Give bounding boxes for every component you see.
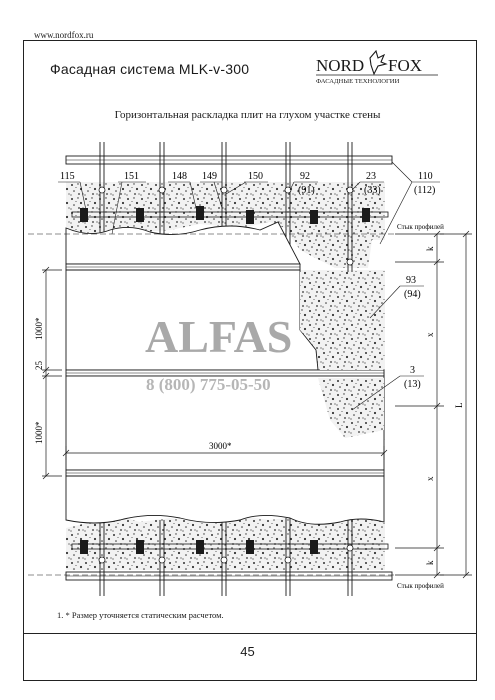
label-L: L (454, 402, 464, 408)
callout-151: 151 (124, 171, 139, 182)
callout-23b: (33) (364, 185, 381, 196)
callout-23: 23 (366, 171, 376, 182)
callout-92b: (91) (298, 185, 315, 196)
logo-tagline: ФАСАДНЫЕ ТЕХНОЛОГИИ (316, 78, 400, 85)
label-x-lower: x (425, 476, 435, 481)
footer-divider (23, 633, 477, 634)
callout-93: 93 (406, 275, 416, 286)
callout-150: 150 (248, 171, 263, 182)
label-joint-top: Стык профилей (397, 223, 444, 231)
label-1000-lower: 1000* (34, 421, 44, 444)
footnote: 1. * Размер уточняется статическим расчетом. (57, 610, 224, 620)
panel-4 (66, 476, 384, 524)
drawing-subtitle: Горизонтальная раскладка плит на глухом участке стены (114, 109, 381, 121)
label-k-bottom: k (425, 560, 435, 565)
document-title: Фасадная система MLK-v-300 (50, 61, 250, 77)
logo-word-fox: FOX (388, 56, 423, 75)
callout-115: 115 (60, 171, 75, 182)
bottom-guide-rail (66, 572, 392, 580)
callout-110b: (112) (414, 185, 436, 196)
callout-3b: (13) (404, 379, 421, 390)
left-dimensions (42, 267, 62, 479)
page-number: 45 (240, 644, 255, 659)
label-x-upper: x (425, 332, 435, 337)
watermark-alfas: ALFAS (145, 311, 293, 362)
label-1000-upper: 1000* (34, 317, 44, 340)
callout-148: 148 (172, 171, 187, 182)
watermark-phone: 8 (800) 775-05-50 (146, 375, 271, 394)
callout-110: 110 (418, 171, 433, 182)
callout-3: 3 (410, 365, 415, 376)
label-k-top: k (425, 246, 435, 251)
callout-93b: (94) (404, 289, 421, 300)
site-url: www.nordfox.ru (34, 30, 94, 40)
callout-149: 149 (202, 171, 217, 182)
label-3000: 3000* (209, 441, 232, 451)
logo-word-nord: NORD (316, 56, 365, 75)
top-guide-rail (66, 156, 392, 164)
callout-92: 92 (300, 171, 310, 182)
label-joint-bottom: Стык профилей (397, 582, 444, 590)
label-25: 25 (34, 361, 44, 370)
